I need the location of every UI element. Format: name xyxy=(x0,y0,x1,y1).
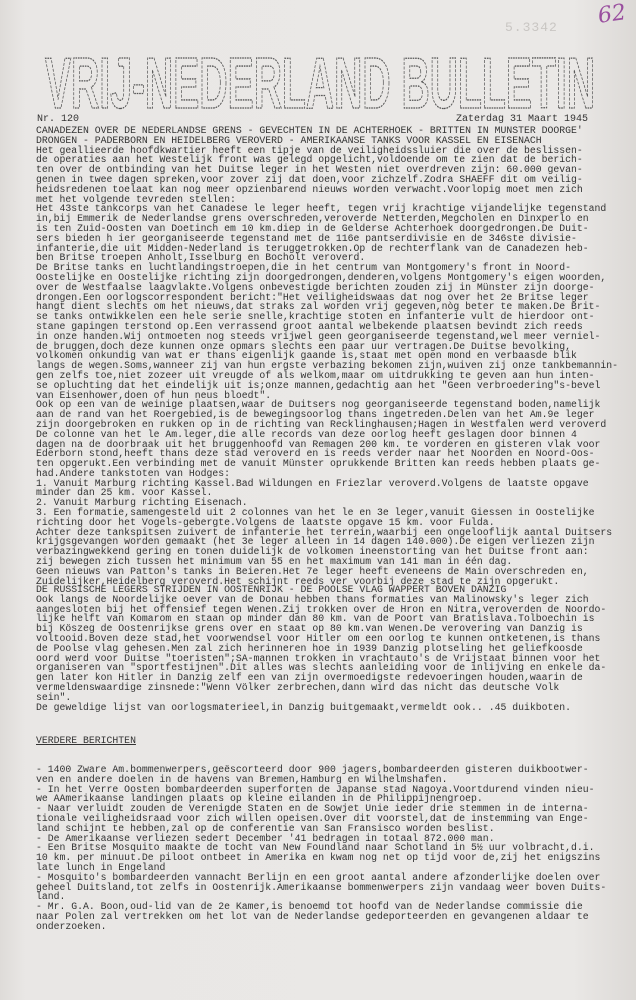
text-line: gen later kon Hitler in Danzig zelf een van zijn overmoedigste redevoeringen houden,waarin de xyxy=(36,672,583,684)
text-line: late lunch in Engeland xyxy=(36,861,166,873)
text-line: - Mr. G.A. Boon,oud-lid van de 2e Kamer,is benoemd tot hoofd van de Nederlandse commissie die xyxy=(36,901,583,913)
text-line: had.Andere tankstoten van Hodges: xyxy=(36,467,231,479)
text-line: langs de wegen.Soms,wanneer zij van hun ergste verbazing bekomen zijn,wuiven zij onze tankbemannin- xyxy=(36,360,619,372)
text-line: DRONGEN - PADERBORN EN HEIDELBERG VEROVERD - AMERIKAANSE TANKS VOOR KASSEL EN EISENACH xyxy=(36,134,542,146)
text-line: se tanks ontwikkelen een hele serie snelle,krachtige stoten en infanterie vult de hierdoor ont- xyxy=(36,311,595,323)
text-line: tionale veiligheidsraad voor zich willen opeisen.Over dit voorstel,dat de instemming van Enge- xyxy=(36,812,589,824)
text-line: van Eisenhower,doen of hun neus bloedt". xyxy=(36,389,272,401)
text-line: over de Westfaalse laagvlakte.Volgens onbevestigde berichten zouden zij in Münster zijn doorge- xyxy=(36,281,595,293)
section-heading: VERDERE BERICHTEN xyxy=(36,734,136,746)
text-line: aan de rand van het Roergebied,is de bewegingsoorlog thans ingetreden.Delen van het Am.9e leger xyxy=(36,409,595,421)
text-line: oord werd voor Duitse "toeristen";SA-mannen trokken in vrachtauto's de Vrijstaat binnen voor het xyxy=(36,652,601,664)
section-headline-line: CANADEZEN OVER DE NEDERLANDSE GRENS - GEVECHTEN IN DE ACHTERHOEK - BRITTEN IN MUNSTER DOORGE' xyxy=(36,125,583,136)
text-line: de operaties aan het Westelijk front was gelegd opgelicht,voldoende om te zien dat de berich- xyxy=(36,154,583,166)
text-line: zij bewegen zich tussen het minimum van 55 en het maximum van 141 man in één dag. xyxy=(36,556,513,568)
section-further-reports xyxy=(36,716,606,951)
text-line: sein". xyxy=(36,691,72,703)
text-line: is ten Zuid-Oosten van Doetinch em 10 km.diep in de Gelderse Achterhoek doorgedrongen.De Duit- xyxy=(36,222,589,234)
text-line: sers bieden h ier georganiseerde tegenstand met de 116e pantserdivisie en de 346ste divisie- xyxy=(36,232,577,244)
text-line: volkomen onkundig van wat er thans eigenlijk gaande is,staat met open mond en verbaasde blik xyxy=(36,350,577,362)
text-line: Achter deze tankspitsen zuivert de infanterie het terrein,waarbij een ongelooflijk aantal Duitsers xyxy=(36,526,613,538)
text-line: land. xyxy=(36,891,66,903)
text-line: ben Britse troepen Anholt,Isselburg en Bocholt veroverd. xyxy=(36,252,366,264)
section-headline-line: DE RUSSISCHE LEGERS STRIJDEN IN OOSTENRIJK - DE POOLSE VLAG WAPPERT BOVEN DANZIG xyxy=(36,584,507,595)
text-line: 1. Vanuit Marburg richting Kassel.Bad Wildungen en Friezlar veroverd.Volgens de laatste opgave xyxy=(36,477,589,489)
text-line: 3. Een formatie,samengesteld uit 2 colonnes van het le en 3e leger,vanuit Giessen in Oostelijke xyxy=(36,507,595,519)
text-line: bij Köszeg de Oostenrijkse grens over en staat op 80 km.van Wenen.De verovering van Danzig is xyxy=(36,623,583,635)
text-line: 2. Vanuit Marburg richting Eisenach. xyxy=(36,497,248,509)
text-line: voltooid.Boven deze stad,het voorwendsel voor Hitler om een oorlog te kunnen ontketenen,is thans xyxy=(36,632,601,644)
text-line: 10 km. per minuut.De piloot ontbeet in Amerika en kwam nog net op tijd voor de,zij het enigszins xyxy=(36,852,601,864)
text-line: De Britse tanks en luchtlandingstroepen,die in het centrum van Montgomery's front in Noord- xyxy=(36,262,571,274)
text-line: Zuidelijker,Heidelberg veroverd.Het schijnt reeds ver voorbij deze stad te zijn opgerukt. xyxy=(36,575,560,587)
text-line: Het 43ste tankcorps van het Canadese le leger heeft, tegen vrij krachtige vijandelijke tegenstand xyxy=(36,203,607,215)
text-line: De geweldige lijst van oorlogsmaterieel,in Danzig buitgemaakt,vermeldt ook.. .45 duikboten. xyxy=(36,701,571,713)
text-line: drongen.Een oorlogscorrespondent bericht:"Het veiligheidswaas dat nog over het 2e Britse leger xyxy=(36,291,589,303)
masthead-logo xyxy=(40,48,600,114)
masthead-text: VRIJ-NEDERLAND BULLETIN xyxy=(45,48,595,114)
text-line: in onze handen.Wij ontmoeten nog steeds vrijwel geen georganiseerde tegenstand,wel meer verniel- xyxy=(36,330,601,342)
text-line: - Mosquito's bombardeerden vannacht Berlijn en een groot aantal andere afzonderlijke doelen over xyxy=(36,871,601,883)
text-line: organiseren van "sportfestijnen".Dit alles was slechts aanleiding voor de inlijving en enkele da- xyxy=(36,662,607,674)
text-line: - In het Verre Oosten bombardeerden superforten de Japanse stad Nagoya.Voortdurend vinden nieu- xyxy=(36,783,595,795)
text-line: aangesloten bij het offensief tegen Wenen.Zij trokken over de Hron en Nitra,veroverden de Noordo- xyxy=(36,603,607,615)
text-line: De colonne van het le Am.leger,die alle records van deze oorlog heeft geslagen door binnen 4 xyxy=(36,428,577,440)
text-line: gen zelfs toe,niet zozeer uit vreugde of als welkom,maar om uitdrukking te geven aan hun inten- xyxy=(36,369,595,381)
text-line: lijke helft van Komarom en staan op minder dan 80 km. van de Poort van Bratislava.Tolboechin is xyxy=(36,613,595,625)
text-line: geheel Duitsland,tot zelfs in Oostenrijk.Amerikaanse bommenwerpers zijn vandaag weer boven Duits- xyxy=(36,881,607,893)
text-line: - 1400 Zware Am.bommenwerpers,geëscorteerd door 900 jagers,bombardeerden gisteren duikbootwer- xyxy=(36,763,589,775)
text-line: in,bij Emmerik de Nederlandse grens overschreden,veroverde Netterden,Megcholen en Dinxperlo en xyxy=(36,213,589,225)
section-eastern-front xyxy=(36,585,606,712)
issue-number: Nr. 120 xyxy=(37,114,80,125)
text-line: se opluchting dat het eindelijk uit is;onze mannen,gedachtig aan het "Geen verbroedering"s-bevel xyxy=(36,379,601,391)
text-line: zijn doorgebroken en rukken op in de richting van Recklinghausen;Hagen in Westfalen werd veroverd xyxy=(36,418,607,430)
text-line: - De Amerikaanse verliezen sedert December '41 bedragen in totaal 872.000 man. xyxy=(36,832,495,844)
text-line: vermeldenswaardige zinsnede:"Wenn Völker zerbrechen,dann wird das nicht das deutsche Volk xyxy=(36,681,560,693)
text-line: infanterie,die uit Midden-Nederland is teruggetrokken.Op de rechterflank van de Canadezen heb- xyxy=(36,242,589,254)
text-line: hangt dient slechts om het nieuws,dat straks zal worden vrij gegeven,nòg beter te maken.De Brit- xyxy=(36,301,601,313)
archive-stamp: 5.3342 xyxy=(505,20,558,35)
text-line: ten over de ontbinding van het Duitse leger in het Westen niet overdreven zijn: 60.000 gevan- xyxy=(36,164,583,176)
text-line: Het geallieerde hoofdkwartier heeft een tipje van de veiligheidssluier die over de beslissen- xyxy=(36,144,583,156)
text-line: stane gapingen terstond op.Een verrassend groot aantal welbekende plaatsen bevindt zich reeds xyxy=(36,320,583,332)
text-line: krijgsgevangen worden gemaakt (het 3e leger alleen in 14 dagen 140.000).De eigen verliezen zijn xyxy=(36,536,595,548)
text-line: Ook langs de Noordelijke oever van de Donau hebben thans formaties van Malinowsky's leger zich xyxy=(36,593,589,605)
text-line: naar Polen zal vertrekken om het lot van de Nederlandse gedeporteerden en gevangenen aldaar te xyxy=(36,910,589,922)
text-line: onderzoeken. xyxy=(36,920,107,932)
issue-date: Zaterdag 31 Maart 1945 xyxy=(456,114,589,125)
text-line: Ederborn stond,heeft thans deze stad veroverd en is reeds verder naar het Noorden en Noord-Oos- xyxy=(36,448,595,460)
text-line: Geen nieuws van Patton's tanks in Beieren.Het 7e leger heeft eveneens de Main overschreden en, xyxy=(36,565,589,577)
text-line: dagen na de doorbraak uit het bruggenhoofd van Remagen 200 km. te vorderen en gisteren vlak voor xyxy=(36,438,601,450)
handwritten-page-number: 62 xyxy=(596,0,628,29)
text-line: genen in twee dagen spreken,voor zover zij dat doen,voor zichzelf.Zodra SHAEFF dit om veilig- xyxy=(36,173,583,185)
text-line: verbazingwekkend gering en tonen duidelijk de volkomen ineenstorting van het Duitse front aan: xyxy=(36,546,589,558)
text-line: minder dan 25 km. voor Kassel. xyxy=(36,487,213,499)
text-line: heidsredenen toelaat kan nog meer opzienbarend nieuws worden verwacht.Voorlopig moet men zich xyxy=(36,183,583,195)
text-line: we AAmerikaanse landingen plaats op kleine eilanden in de Philippijnengroep. xyxy=(36,793,483,805)
text-line: de bruggen,doch deze kunnen onze opmars slechts een paar uur vertragen.De Duitse bevolking, xyxy=(36,340,571,352)
text-line: richting door het Vogels-gebergte.Volgens de laatste opgave 15 km. voor Fulda. xyxy=(36,516,495,528)
text-line: - Een Britse Mosquito maakte de tocht van New Foundland naar Schotland in 5½ uur volbracht,d.i. xyxy=(36,842,595,854)
text-line: met het volgende tevreden stellen: xyxy=(36,193,236,205)
text-line: Ook op een van de weinige plaatsen,waar de Duitsers nog georganiseerde tegenstand boden,namelijk xyxy=(36,399,601,411)
text-line: de Poolse vlag gehesen.Men zal zich herinneren hoe in 1939 Danzig plotseling het geliefkoosde xyxy=(36,642,583,654)
text-line: Oostelijke en Oostelijke richting zijn doorgedrongen,denderen,volgens Montgomery's eigen woorden, xyxy=(36,271,607,283)
text-line: ven en andere doelen in de havens van Bremen,Hamburg en Wilhelmshafen. xyxy=(36,773,448,785)
text-line: ten opgerukt.Een verbinding met de vanuit Münster oprukkende Britten kan reeds hebben plaats ge- xyxy=(36,458,601,470)
text-line: - Naar verluidt zouden de Verenigde Staten en de Sowjet Unie ieder drie stemmen in de interna- xyxy=(36,803,589,815)
section-western-front xyxy=(36,126,618,586)
text-line: land schijnt te hebben,zal op de conferentie van San Fransisco worden beslist. xyxy=(36,822,495,834)
